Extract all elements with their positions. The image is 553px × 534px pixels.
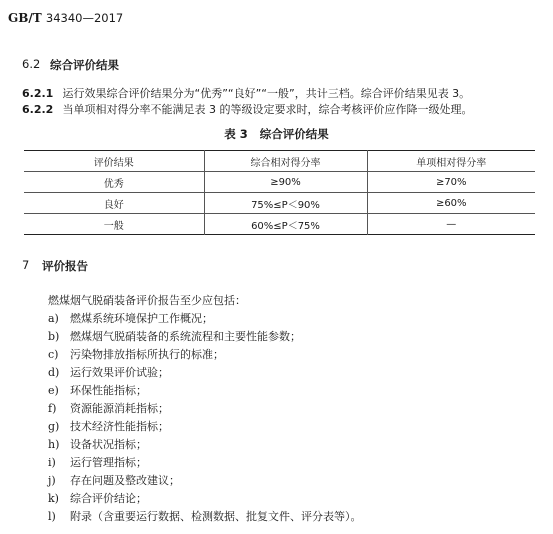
item-marker: e) [48, 384, 59, 397]
list-item [48, 382, 147, 398]
list-item [48, 346, 224, 362]
clause-number: 6.2.1 [22, 87, 54, 100]
item-text: 综合评价结论； [70, 492, 147, 505]
item-text: 污染物排放指标所执行的标准； [70, 348, 224, 361]
section-title: 评价报告 [42, 259, 88, 273]
item-text: 运行效果评价试验； [70, 366, 169, 379]
section-title: 综合评价结果 [50, 58, 119, 72]
list-item [48, 472, 180, 488]
table-row [24, 172, 535, 193]
standard-prefix: GB/T [8, 11, 42, 25]
table-header-row [24, 151, 535, 172]
list-item [48, 490, 147, 506]
section-number: 6.2 [22, 57, 41, 71]
item-marker: b) [48, 330, 60, 343]
table-cell: 一般 [24, 214, 204, 235]
item-marker: d) [48, 366, 60, 379]
clause-number: 6.2.2 [22, 103, 54, 116]
list-item [48, 454, 147, 470]
item-text: 环保性能指标； [70, 384, 147, 397]
standard-code: 34340—2017 [45, 11, 124, 25]
table-cell: ≥90% [204, 172, 367, 193]
list-item [48, 328, 301, 344]
list-item [48, 310, 213, 326]
item-text: 运行管理指标； [70, 456, 147, 469]
table-title: 表 3 综合评价结果 [224, 127, 329, 141]
section-number: 7 [22, 258, 30, 272]
clause-6-2-1 [22, 85, 470, 101]
table-header-cell: 单项相对得分率 [367, 151, 535, 172]
table-header-cell: 综合相对得分率 [204, 151, 367, 172]
list-item [48, 400, 169, 416]
item-text: 燃煤系统环境保护工作概况； [70, 312, 213, 325]
item-marker: c) [48, 348, 59, 361]
table-cell: ≥60% [367, 193, 535, 214]
report-intro: 燃煤烟气脱硝装备评价报告至少应包括： [48, 294, 246, 307]
item-text: 附录（含重要运行数据、检测数据、批复文件、评分表等）。 [70, 510, 362, 523]
clause-text: 当单项相对得分率不能满足表 3 的等级设定要求时，综合考核评价应作降一级处理。 [62, 103, 473, 116]
table-cell: — [367, 214, 535, 235]
item-text: 资源能源消耗指标； [70, 402, 169, 415]
table-cell: 优秀 [24, 172, 204, 193]
item-text: 燃煤烟气脱硝装备的系统流程和主要性能参数； [70, 330, 301, 343]
table-cell: 良好 [24, 193, 204, 214]
item-marker: k) [48, 492, 59, 505]
table-cell: 60%≤P＜75% [204, 214, 367, 235]
list-item [48, 436, 147, 452]
list-item [48, 508, 362, 524]
item-marker: f) [48, 402, 57, 415]
table-cell: 75%≤P＜90% [204, 193, 367, 214]
evaluation-results-table [24, 150, 535, 235]
list-item [48, 364, 169, 380]
clause-text: 运行效果综合评价结果分为“优秀”“良好”“一般”，共计三档。综合评价结果见表 3。 [62, 87, 471, 100]
item-text: 存在问题及整改建议； [70, 474, 180, 487]
table-cell: ≥70% [367, 172, 535, 193]
standard-number [8, 11, 123, 25]
item-marker: j) [48, 474, 56, 487]
item-text: 技术经济性能指标； [70, 420, 169, 433]
item-text: 设备状况指标； [70, 438, 147, 451]
item-marker: l) [48, 510, 56, 523]
table-row [24, 214, 535, 235]
clause-6-2-2 [22, 101, 473, 117]
table-row [24, 193, 535, 214]
list-item [48, 418, 169, 434]
item-marker: i) [48, 456, 56, 469]
item-marker: a) [48, 312, 59, 325]
item-marker: h) [48, 438, 60, 451]
item-marker: g) [48, 420, 60, 433]
table-header-cell: 评价结果 [24, 151, 204, 172]
